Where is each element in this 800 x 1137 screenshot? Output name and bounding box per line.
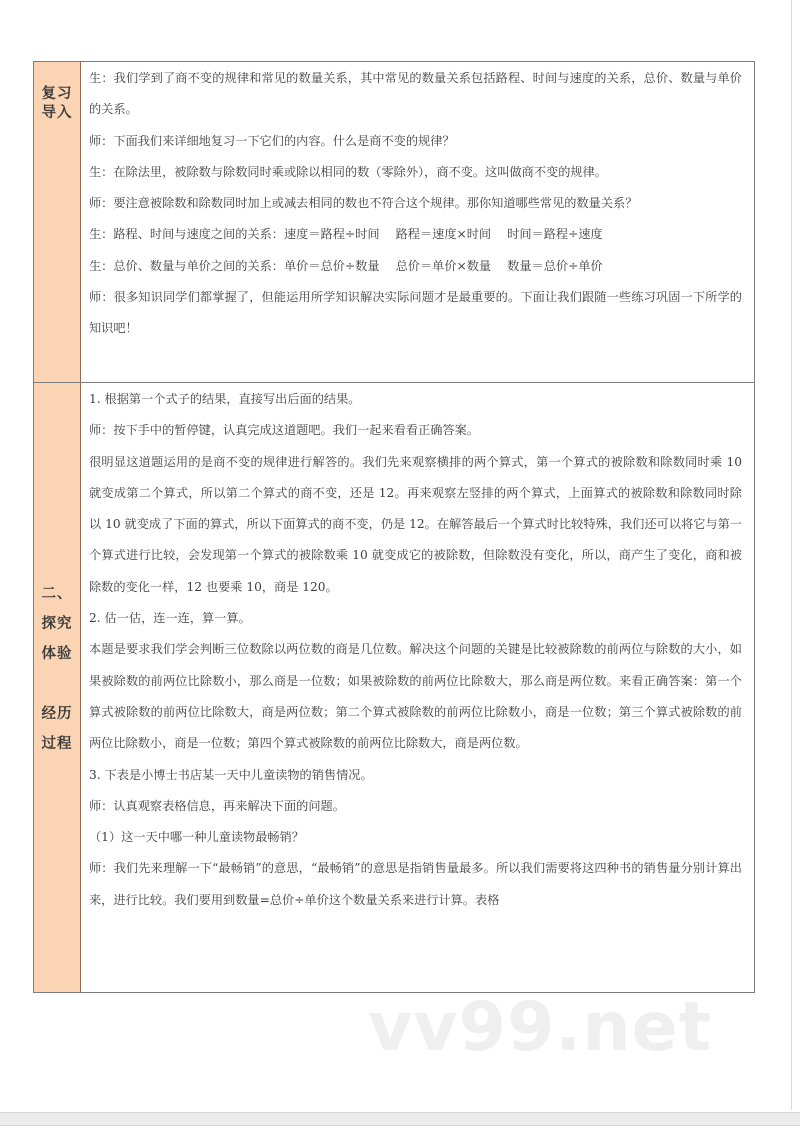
formula-paragraph: 生：总价、数量与单价之间的关系：单价＝总价÷数量 总价＝单价×数量 数量＝总价÷单价 — [89, 258, 603, 273]
stage-label-line: 探究 — [41, 616, 73, 632]
stage-label-review — [34, 62, 80, 123]
stage-cell-review — [34, 62, 81, 383]
stage-cell-explore — [34, 383, 81, 993]
stage-label-line: 经历 — [41, 706, 73, 722]
stage-label-explore — [34, 383, 80, 759]
page-edge — [791, 0, 792, 1110]
page-separator — [0, 1112, 800, 1126]
section-explore-experience — [34, 383, 755, 993]
dialogue-paragraph: 师：认真观察表格信息，再来解决下面的问题。 — [89, 798, 345, 813]
section-review-intro — [34, 62, 755, 383]
dialogue-paragraph: 生：我们学到了商不变的规律和常见的数量关系，其中常见的数量关系包括路程、时间与速度的关系，总价、数量与单价的关系。 — [89, 71, 742, 117]
exercise-heading: 1. 根据第一个式子的结果，直接写出后面的结果。 — [89, 392, 361, 406]
exercise-heading: 2. 估一估，连一连，算一算。 — [89, 611, 251, 626]
explanation-paragraph: 很明显这道题运用的是商不变的规律进行解答的。我们先来观察横排的两个算式，第一个算式的被除数和除数同时乘 10 就变成第二个算式，所以第二个算式的商不变，还是 12。再来观察左竖排的两个算式，上面算式的被除数和除数同时除以 10 就变成了下面的算式，所以下面算式的商不变，仍是 12。在解答最后一个算式时比较特殊，我们还可以将它与第一个算式进行比较，会发现第一个算式的被除数乘 10 就变成它的被除数，但除数没有变化，所以，商产生了变化，商和被除数的变化一样，12 也要乘 10，商是 120。 — [89, 454, 746, 594]
explanation-paragraph: 本题是要求我们学会判断三位数除以两位数的商是几位数。解决这个问题的关键是比较被除数的前两位与除数的大小，如果被除数的前两位比除数小，那么商是一位数；如果被除数的前两位比除数大，那么商是两位数。来看正确答案：第一个算式被除数的前两位比除数大，商是两位数；第二个算式被除数的前两位比除数小，商是一位数；第三个算式被除数的前两位比除数小，商是一位数；第四个算式被除数的前两位比除数大，商是两位数。 — [89, 642, 742, 751]
content-cell-explore — [81, 383, 755, 993]
dialogue-paragraph: 师：下面我们来详细地复习一下它们的内容。什么是商不变的规律？ — [89, 133, 455, 148]
stage-label-line: 导入 — [41, 105, 73, 121]
stage-label-line: 体验 — [41, 646, 73, 662]
dialogue-paragraph: 生：在除法里，被除数与除数同时乘或除以相同的数（零除外），商不变。这叫做商不变的规律。 — [89, 164, 607, 179]
lesson-plan-table — [33, 61, 755, 993]
exercise-heading: 3. 下表是小博士书店某一天中儿童读物的销售情况。 — [89, 767, 373, 782]
dialogue-paragraph: 师：我们先来理解一下“最畅销”的意思，“最畅销”的意思是指销售量最多。所以我们需要将这四种书的销售量分别计算出来，进行比较。我们要用到数量=总价÷单价这个数量关系来进行计算。表格 — [89, 861, 742, 907]
watermark: vv99.net — [368, 988, 713, 1067]
stage-label-line: 二、 — [41, 586, 73, 602]
dialogue-paragraph: 师：很多知识同学们都掌握了，但能运用所学知识解决实际问题才是最重要的。下面让我们跟随一些练习巩固一下所学的知识吧！ — [89, 290, 742, 336]
dialogue-paragraph: 师：按下手中的暂停键，认真完成这道题吧。我们一起来看看正确答案。 — [89, 423, 479, 438]
stage-label-line: 复习 — [41, 86, 73, 102]
content-cell-review — [81, 62, 755, 383]
sub-question: （1）这一天中哪一种儿童读物最畅销？ — [89, 830, 304, 845]
stage-label-spacer — [34, 669, 80, 699]
stage-label-line: 过程 — [41, 736, 73, 752]
dialogue-paragraph: 师：要注意被除数和除数同时加上或减去相同的数也不符合这个规律。那你知道哪些常见的数量关系？ — [89, 196, 638, 211]
formula-paragraph: 生：路程、时间与速度之间的关系：速度＝路程÷时间 路程＝速度×时间 时间＝路程÷速度 — [89, 227, 603, 242]
